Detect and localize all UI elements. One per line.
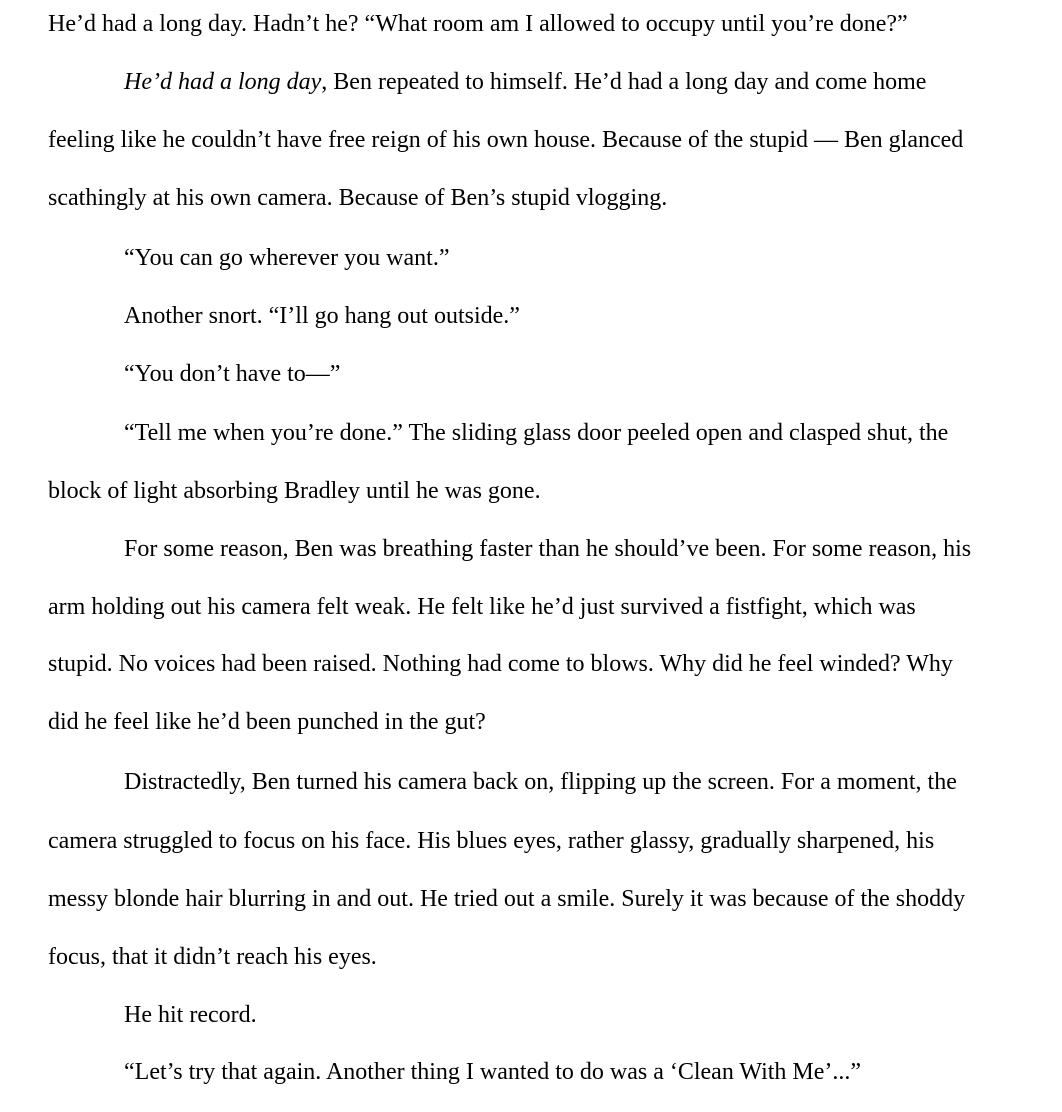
text-line: “Tell me when you’re done.” The sliding glass door peeled open and clasped shut, the <box>124 420 949 446</box>
text-line: He hit record. <box>124 1002 257 1028</box>
text-span: , Ben repeated to himself. He’d had a long day and come home <box>321 69 927 95</box>
text-line: scathingly at his own camera. Because of Ben’s stupid vlogging. <box>48 185 668 211</box>
text-line: messy blonde hair blurring in and out. He tried out a smile. Surely it was because of the shoddy <box>48 886 966 912</box>
text-line: “Let’s try that again. Another thing I wanted to do was a ‘Clean With Me’...” <box>124 1059 862 1085</box>
text-line: stupid. No voices had been raised. Nothing had come to blows. Why did he feel winded? Why <box>48 651 953 677</box>
text-line: He’d had a long day. Hadn’t he? “What room am I allowed to occupy until you’re done?” <box>48 11 908 37</box>
italic-phrase: He’d had a long day <box>124 69 322 95</box>
text-line: arm holding out his camera felt weak. He felt like he’d just survived a fistfight, which was <box>48 594 916 620</box>
text-line: block of light absorbing Bradley until he was gone. <box>48 478 541 504</box>
document-page <box>48 0 1028 1112</box>
text-line <box>124 68 926 96</box>
text-line: “You can go wherever you want.” <box>124 245 450 271</box>
text-line: did he feel like he’d been punched in the gut? <box>48 709 486 735</box>
text-line: “You don’t have to—” <box>124 361 341 387</box>
text-line: camera struggled to focus on his face. His blues eyes, rather glassy, gradually sharpened, his <box>48 828 935 854</box>
text-line: Distractedly, Ben turned his camera back on, flipping up the screen. For a moment, the <box>124 769 957 795</box>
text-line: Another snort. “I’ll go hang out outside.” <box>124 303 520 329</box>
text-line: focus, that it didn’t reach his eyes. <box>48 944 377 970</box>
text-line: For some reason, Ben was breathing faster than he should’ve been. For some reason, his <box>124 536 972 562</box>
text-line: feeling like he couldn’t have free reign of his own house. Because of the stupid — Ben glanced <box>48 127 964 153</box>
